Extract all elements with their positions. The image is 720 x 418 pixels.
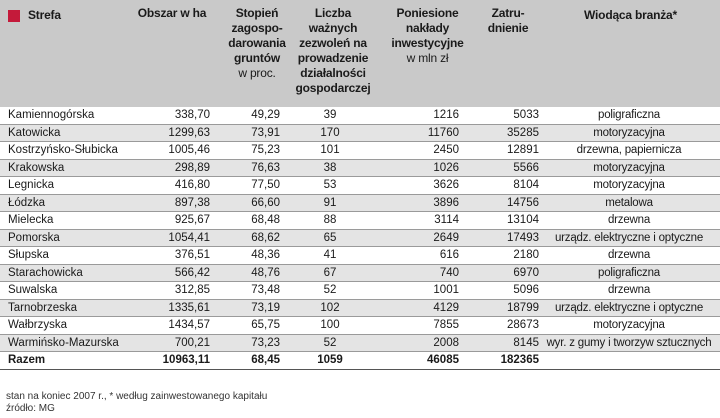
header-invest xyxy=(380,6,475,66)
header-strefa xyxy=(8,8,61,23)
cell-name: Tarnobrzeska xyxy=(8,301,78,314)
cell-permits: 102 xyxy=(320,301,340,314)
cell-industry: motoryzacyjna xyxy=(593,126,665,139)
cell-degree: 66,60 xyxy=(251,196,280,209)
cell-industry: poligraficzna xyxy=(598,266,660,279)
cell-industry: wyr. z gumy i tworzyw sztucznych xyxy=(546,336,712,349)
cell-area: 925,67 xyxy=(174,214,210,226)
cell-employment: 2180 xyxy=(513,249,539,261)
cell-area: 312,85 xyxy=(174,284,210,296)
table-row xyxy=(0,265,720,283)
header-employment-line: dnienie xyxy=(487,21,529,35)
cell-degree: 48,36 xyxy=(251,249,280,261)
header-permits-line: ważnych xyxy=(308,21,358,35)
table-row xyxy=(0,300,720,318)
cell-industry: drzewna xyxy=(607,214,651,226)
cell-degree: 49,29 xyxy=(251,109,280,121)
cell-area: 1335,61 xyxy=(168,301,210,314)
cell-area: 1054,41 xyxy=(168,231,210,244)
header-degree-unit: w proc. xyxy=(238,66,276,80)
cell-industry: drzewna xyxy=(607,249,651,261)
cell-degree: 68,48 xyxy=(251,214,280,226)
cell-employment: 18799 xyxy=(507,301,539,314)
cell-employment: 12891 xyxy=(507,144,539,156)
cell-degree: 75,23 xyxy=(251,144,280,156)
cell-permits: 52 xyxy=(323,336,337,349)
header-permits-line: prowadzenie xyxy=(297,51,369,65)
cell-name: Katowicka xyxy=(8,126,61,139)
table-row xyxy=(0,317,720,335)
cell-employment: 8104 xyxy=(513,179,539,191)
header-invest-line: inwestycyjne xyxy=(391,36,464,50)
cell-invest: 616 xyxy=(439,249,459,261)
cell-degree: 73,48 xyxy=(251,284,280,296)
table-row xyxy=(0,125,720,143)
header-permits-line: Liczba xyxy=(314,6,352,20)
cell-invest: 1001 xyxy=(433,284,459,296)
cell-name: Suwalska xyxy=(8,284,58,296)
cell-invest: 1216 xyxy=(433,109,459,121)
cell-degree: 76,63 xyxy=(251,161,280,174)
cell-permits: 91 xyxy=(323,196,337,209)
cell-invest: 3896 xyxy=(433,196,459,209)
cell-invest: 2450 xyxy=(433,144,459,156)
cell-invest: 2008 xyxy=(433,336,459,349)
cell-area: 700,21 xyxy=(174,336,210,349)
cell-degree: 68,62 xyxy=(251,231,280,244)
table-body xyxy=(0,107,720,370)
source-note: źródło: MG xyxy=(6,403,55,414)
cell-employment: 17493 xyxy=(507,231,539,244)
cell-area: 1005,46 xyxy=(168,144,210,156)
cell-degree: 65,75 xyxy=(251,319,280,331)
cell-employment: 28673 xyxy=(507,319,539,331)
cell-name: Starachowicka xyxy=(8,266,83,279)
header-invest-line: Poniesione xyxy=(396,6,459,20)
cell-industry: urządz. elektryczne i optyczne xyxy=(554,301,704,314)
cell-invest: 1026 xyxy=(433,161,459,174)
cell-employment: 5566 xyxy=(513,161,539,174)
cell-name: Wałbrzyska xyxy=(8,319,67,331)
cell-industry: drzewna xyxy=(607,284,651,296)
cell-area: 566,42 xyxy=(174,266,210,279)
header-degree xyxy=(222,6,292,81)
header-degree-line: darowania xyxy=(228,36,286,50)
header-permits-line: działalności xyxy=(300,66,366,80)
total-area: 10963,11 xyxy=(162,354,210,366)
cell-invest: 11760 xyxy=(427,126,459,139)
cell-name: Pomorska xyxy=(8,231,60,244)
header-degree-line: zagospo- xyxy=(231,21,283,35)
table-row xyxy=(0,335,720,353)
header-permits-line: zezwoleń na xyxy=(299,36,367,50)
header-invest-line: nakłady xyxy=(405,21,450,35)
table-row xyxy=(0,282,720,300)
cell-area: 376,51 xyxy=(174,249,210,261)
cell-industry: drzewna, papiernicza xyxy=(576,144,682,156)
header-degree-line: gruntów xyxy=(234,51,280,65)
table-row xyxy=(0,195,720,213)
table-row xyxy=(0,230,720,248)
table-footer xyxy=(6,391,267,415)
cell-name: Kostrzyńsko-Słubicka xyxy=(8,144,118,156)
cell-permits: 53 xyxy=(323,179,337,191)
cell-permits: 67 xyxy=(323,266,337,279)
cell-area: 897,38 xyxy=(174,196,210,209)
table-row xyxy=(0,142,720,160)
header-degree-line: Stopień xyxy=(235,6,279,20)
cell-employment: 35285 xyxy=(507,126,539,139)
cell-area: 416,80 xyxy=(174,179,210,191)
cell-permits: 101 xyxy=(320,144,340,156)
cell-industry: motoryzacyjna xyxy=(593,319,665,331)
cell-invest: 3114 xyxy=(434,214,459,226)
total-row xyxy=(0,352,720,370)
cell-industry: metalowa xyxy=(605,196,653,209)
cell-employment: 13104 xyxy=(507,214,539,226)
header-strefa-label: Strefa xyxy=(28,8,61,22)
cell-employment: 8145 xyxy=(513,336,539,349)
cell-degree: 77,50 xyxy=(251,179,280,191)
total-degree: 68,45 xyxy=(251,354,280,366)
header-area: Obszar w ha xyxy=(137,6,207,20)
table-header xyxy=(0,0,720,107)
header-permits xyxy=(293,6,373,96)
cell-area: 338,70 xyxy=(174,109,210,121)
cell-degree: 73,91 xyxy=(251,126,280,139)
cell-permits: 170 xyxy=(320,126,340,139)
cell-permits: 88 xyxy=(323,214,337,226)
cell-industry: motoryzacyjna xyxy=(593,179,665,191)
cell-degree: 73,23 xyxy=(251,336,280,349)
cell-permits: 41 xyxy=(323,249,337,261)
cell-invest: 3626 xyxy=(433,179,459,191)
total-invest: 46085 xyxy=(427,354,459,366)
total-employment: 182365 xyxy=(500,354,539,366)
total-permits: 1059 xyxy=(317,354,343,366)
total-name: Razem xyxy=(8,354,46,366)
cell-name: Warmińsko-Mazurska xyxy=(8,336,119,349)
cell-area: 1299,63 xyxy=(168,126,210,139)
cell-area: 298,89 xyxy=(174,161,210,174)
cell-invest: 2649 xyxy=(433,231,459,244)
cell-name: Krakowska xyxy=(8,161,65,174)
cell-employment: 5096 xyxy=(513,284,539,296)
header-employment-line: Zatru- xyxy=(491,6,525,20)
cell-permits: 100 xyxy=(320,319,340,331)
table-row xyxy=(0,107,720,125)
cell-permits: 65 xyxy=(323,231,337,244)
cell-permits: 52 xyxy=(323,284,337,296)
header-industry: Wiodąca branża* xyxy=(584,8,677,22)
cell-industry: poligraficzna xyxy=(598,109,660,121)
square-marker-icon xyxy=(8,10,20,22)
cell-employment: 14756 xyxy=(507,196,539,209)
header-permits-line: gospodarczej xyxy=(295,81,371,95)
cell-invest: 4129 xyxy=(433,301,459,314)
cell-name: Mielecka xyxy=(8,214,54,226)
cell-permits: 39 xyxy=(323,109,337,121)
cell-invest: 740 xyxy=(439,266,459,279)
footnote: stan na koniec 2007 r., * według zainwestowanego kapitału xyxy=(6,391,268,402)
cell-name: Kamiennogórska xyxy=(8,109,95,121)
table-row xyxy=(0,160,720,178)
cell-permits: 38 xyxy=(323,161,337,174)
cell-name: Łódzka xyxy=(8,196,46,209)
cell-degree: 48,76 xyxy=(251,266,280,279)
header-invest-unit: w mln zł xyxy=(406,51,449,65)
table-row xyxy=(0,247,720,265)
cell-employment: 6970 xyxy=(513,266,539,279)
table-row xyxy=(0,212,720,230)
header-employment xyxy=(478,6,538,36)
cell-area: 1434,57 xyxy=(168,319,210,331)
cell-degree: 73,19 xyxy=(251,301,280,314)
cell-name: Legnicka xyxy=(8,179,55,191)
cell-employment: 5033 xyxy=(513,109,539,121)
cell-invest: 7855 xyxy=(433,319,459,331)
cell-industry: urządz. elektryczne i optyczne xyxy=(554,231,704,244)
cell-name: Słupska xyxy=(8,249,49,261)
cell-industry: motoryzacyjna xyxy=(593,161,665,174)
table-row xyxy=(0,177,720,195)
